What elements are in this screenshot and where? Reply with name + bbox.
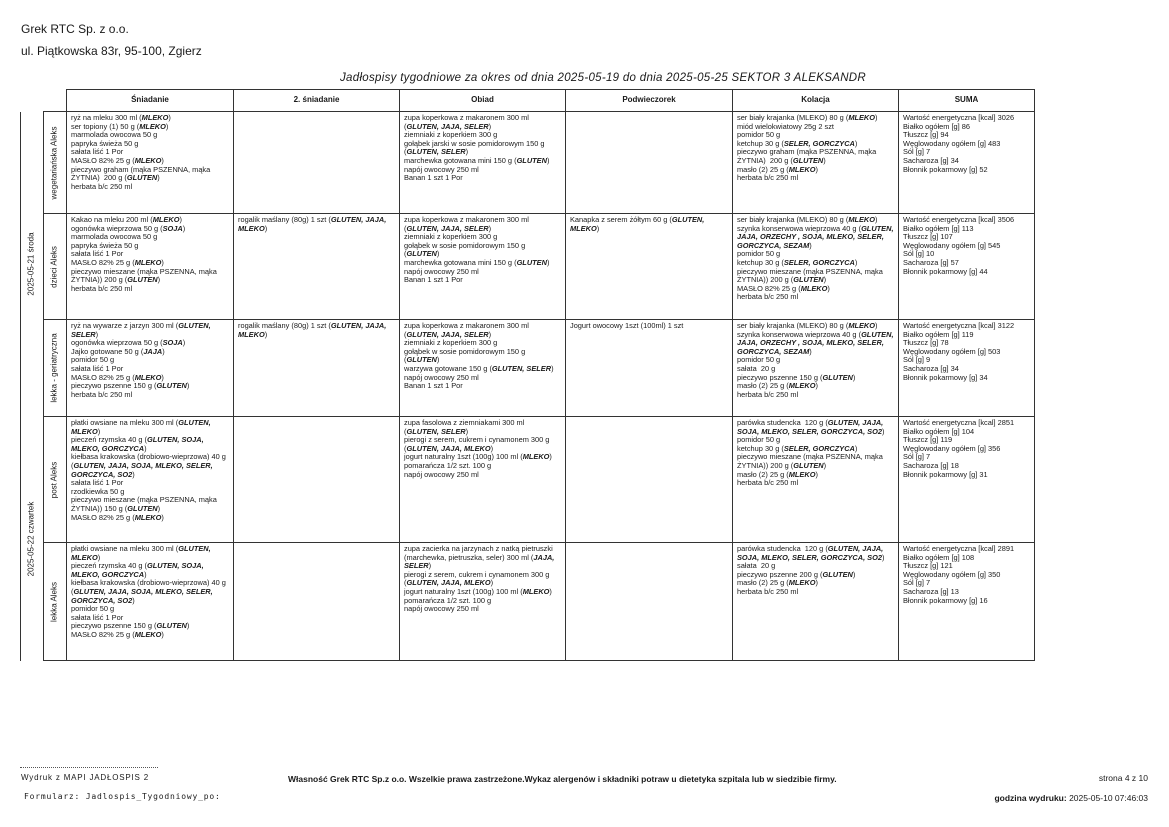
cell-text: ser biały krajanka (MLEKO) 80 g (MLEKO) [737, 321, 878, 330]
cell-text: Białko ogółem [g] 113 [903, 223, 974, 233]
cell-text: Wartość energetyczna [kcal] 3026 [903, 113, 1015, 122]
cell-text: sałata liść 1 Por [71, 147, 124, 157]
cell-text: MASŁO 82% 25 g (MLEKO) [71, 629, 164, 639]
cell-text: Sól [g] 9 [903, 355, 931, 365]
cell-text: Błonnik pokarmowy [g] 52 [903, 164, 988, 174]
header-row [21, 90, 1035, 112]
cell-text: Wartość energetyczna [kcal] 2891 [903, 544, 1015, 553]
cell-text: Wartość energetyczna [kcal] 3506 [903, 215, 1015, 224]
cell-text: pieczywo mieszane (mąka PSZENNA, mąka ŻYTNIA)) 200 g (GLUTEN) [71, 266, 219, 285]
cell-text: masło (2) 25 g (MLEKO) [737, 578, 818, 588]
cell-text: rzodkiewka 50 g [71, 486, 125, 496]
cell-text: napój owocowy 250 ml [404, 266, 479, 276]
cell-text: szynka konserwowa wieprzowa 40 g (GLUTEN, JAJA, ORZECHY , SOJA, MLEKO, SELER, GORCZYCA, SEZAM) [737, 223, 896, 250]
cell-text: pomidor 50 g [737, 130, 781, 140]
cell-text: Węglowodany ogółem [g] 356 [903, 443, 1001, 453]
footer-form: Formularz: Jadlospis_Tygodniowy_po: [24, 792, 221, 801]
cell-text: Węglowodany ogółem [g] 350 [903, 569, 1001, 579]
cell-text: Białko ogółem [g] 119 [903, 329, 974, 339]
cell-text: sałata liść 1 Por [71, 249, 124, 259]
cell-text: zupa fasolowa z ziemniakami 300 ml (GLUTEN, SELER) [404, 418, 527, 436]
cell-text: herbata b/c 250 ml [71, 181, 133, 191]
cell-text: papryka świeża 50 g [71, 138, 139, 148]
meal-cell [234, 543, 400, 661]
meal-cell [400, 320, 566, 417]
cell-text: Węglowodany ogółem [g] 503 [903, 346, 1001, 356]
footer-divider [20, 767, 158, 768]
cell-text: napój owocowy 250 ml [404, 469, 479, 479]
cell-text: ziemniaki z koperkiem 300 g [404, 130, 498, 140]
cell-text: Banan 1 szt 1 Por [404, 275, 463, 285]
cell-text: Kakao na mleku 200 ml (MLEKO) [71, 215, 182, 224]
cell-text: herbata b/c 250 ml [71, 283, 133, 293]
cell-text: Sól [g] 7 [903, 147, 931, 157]
cell-text: Sól [g] 7 [903, 578, 931, 588]
cell-text: jogurt naturalny 1szt (100g) 100 ml (MLEKO) [404, 586, 552, 596]
cell-text: Banan 1 szt 1 Por [404, 173, 463, 183]
print-time-label: godzina wydruku: [994, 793, 1067, 803]
cell-text: pieczywo pszenne 150 g (GLUTEN) [737, 372, 856, 382]
cell-text: MASŁO 82% 25 g (MLEKO) [71, 257, 164, 267]
cell-text: Tłuszcz [g] 94 [903, 130, 949, 140]
cell-text: ketchup 30 g (SELER, GORCZYCA) [737, 443, 858, 453]
cell-text: gołąbek w sosie pomidorowym 150 g (GLUTEN) [404, 346, 528, 365]
cell-text: marmolada owocowa 50 g [71, 232, 158, 242]
meal-cell [234, 417, 400, 543]
cell-text: pierogi z serem, cukrem i cynamonem 300 g (GLUTEN, JAJA, MLEKO) [404, 569, 552, 588]
meal-cell [234, 320, 400, 417]
cell-text: sałata liść 1 Por [71, 363, 124, 373]
cell-text: pieczywo mieszane (mąka PSZENNA, mąka ŻYTNIA)) 200 g (GLUTEN) [737, 452, 885, 470]
company-name: Grek RTC Sp. z o.o. [21, 22, 129, 36]
cell-text: Węglowodany ogółem [g] 545 [903, 240, 1001, 250]
table-row [21, 214, 1035, 320]
cell-text: pomarańcza 1/2 szt. 100 g [404, 595, 492, 605]
cell-text: ser biały krajanka (MLEKO) 80 g (MLEKO) [737, 215, 878, 224]
cell-text: sałata liść 1 Por [71, 478, 124, 488]
meal-cell [400, 543, 566, 661]
meal-cell [733, 214, 899, 320]
cell-text: Sacharoza [g] 34 [903, 155, 959, 165]
diet-cell [44, 320, 67, 417]
cell-text: Białko ogółem [g] 104 [903, 426, 975, 436]
cell-text: pieczywo mieszane (mąka PSZENNA, mąka ŻYTNIA)) 200 g (GLUTEN) [737, 266, 885, 285]
cell-text: pieczywo graham (mąka PSZENNA, mąka ŻYTNIA) 200 g (GLUTEN) [71, 164, 213, 183]
cell-text: Jogurt owocowy 1szt (100ml) 1 szt [570, 321, 684, 330]
table-row [21, 320, 1035, 417]
cell-text: Tłuszcz [g] 119 [903, 435, 953, 445]
cell-text: herbata b/c 250 ml [737, 292, 799, 302]
diet-name: lekka - geriatryczna [49, 333, 59, 403]
footer-source: Wydruk z MAPI JADŁOSPIS 2 [21, 773, 149, 782]
cell-text: pierogi z serem, cukrem i cynamonem 300 g (GLUTEN, JAJA, MLEKO) [404, 435, 552, 453]
cell-text: ryż na wywarze z jarzyn 300 ml (GLUTEN, SELER) [71, 321, 213, 339]
cell-text: rogalik maślany (80g) 1 szt (GLUTEN, JAJA, MLEKO) [238, 215, 389, 233]
cell-text: MASŁO 82% 25 g (MLEKO) [71, 155, 164, 165]
cell-text: herbata b/c 250 ml [737, 586, 799, 596]
cell-text: pomarańcza 1/2 szt. 100 g [404, 460, 492, 470]
cell-text: pieczywo mieszane (mąka PSZENNA, mąka ŻYTNIA)) 150 g (GLUTEN) [71, 495, 219, 513]
cell-text: Tłuszcz [g] 78 [903, 338, 949, 348]
cell-text: marmolada owocowa 50 g [71, 130, 158, 140]
diet-cell [44, 112, 67, 214]
cell-text: pieczywo graham (mąka PSZENNA, mąka ŻYTNIA) 200 g (GLUTEN) [737, 147, 879, 165]
col-header-second-breakfast: 2. śniadanie [234, 90, 400, 112]
cell-text: ser biały krajanka (MLEKO) 80 g (MLEKO) [737, 113, 878, 122]
meal-cell [67, 543, 234, 661]
cell-text: Sacharoza [g] 57 [903, 257, 959, 267]
company-address: ul. Piątkowska 83r, 95-100, Zgierz [21, 44, 202, 58]
cell-text: Sacharoza [g] 18 [903, 460, 959, 470]
table-row [21, 417, 1035, 543]
cell-text: herbata b/c 250 ml [737, 173, 799, 183]
cell-text: ser topiony (1) 50 g (MLEKO) [71, 121, 169, 131]
cell-text: MASŁO 82% 25 g (MLEKO) [737, 283, 830, 293]
print-time [994, 793, 1148, 803]
table-row [21, 543, 1035, 661]
sum-cell [899, 214, 1035, 320]
corner-blank [21, 90, 44, 112]
cell-text: płatki owsiane na mleku 300 ml (GLUTEN, MLEKO) [71, 544, 213, 562]
cell-text: papryka świeża 50 g [71, 240, 139, 250]
cell-text: Sacharoza [g] 34 [903, 363, 959, 373]
cell-text: ziemniaki z koperkiem 300 g [404, 338, 498, 348]
cell-text: pieczywo pszenne 150 g (GLUTEN) [71, 381, 190, 391]
cell-text: masło (2) 25 g (MLEKO) [737, 469, 818, 479]
col-header-afternoon-snack: Podwieczorek [566, 90, 733, 112]
cell-text: ketchup 30 g (SELER, GORCZYCA) [737, 257, 858, 267]
meal-cell [733, 417, 899, 543]
meal-cell [733, 112, 899, 214]
cell-text: herbata b/c 250 ml [737, 389, 799, 399]
day-date-cell [21, 417, 44, 661]
cell-text: gołąbek jarski w sosie pomidorowym 150 g (GLUTEN, SELER) [404, 138, 547, 157]
meal-cell [566, 417, 733, 543]
cell-text: gołąbek w sosie pomidorowym 150 g (GLUTEN) [404, 240, 528, 259]
document-title: Jadłospisy tygodniowe za okres od dnia 2025-05-19 do dnia 2025-05-25 SEKTOR 3 ALEKSANDR [340, 72, 867, 84]
cell-text: ryż na mleku 300 ml (MLEKO) [71, 113, 171, 122]
cell-text: napój owocowy 250 ml [404, 604, 479, 614]
cell-text: pieczywo pszenne 150 g (GLUTEN) [71, 621, 190, 631]
diet-name: wegetariańska Aleks [49, 126, 59, 199]
cell-text: ziemniaki z koperkiem 300 g [404, 232, 498, 242]
cell-text: Wartość energetyczna [kcal] 3122 [903, 321, 1015, 330]
table-row [21, 112, 1035, 214]
cell-text: Wartość energetyczna [kcal] 2851 [903, 418, 1015, 427]
print-time-value: 2025-05-10 07:46:03 [1069, 793, 1148, 803]
col-header-sum: SUMA [899, 90, 1035, 112]
cell-text: herbata b/c 250 ml [71, 389, 133, 399]
cell-text: ogonówka wieprzowa 50 g (SOJA) [71, 223, 186, 233]
day-date: 2025-05-21 środa [26, 232, 36, 296]
col-header-lunch: Obiad [400, 90, 566, 112]
cell-text: Sól [g] 10 [903, 249, 935, 259]
sum-cell [899, 417, 1035, 543]
cell-text: sałata 20 g [737, 363, 776, 373]
cell-text: miód wielokwiatowy 25g 2 szt [737, 121, 834, 131]
cell-text: zupa koperkowa z makaronem 300 ml (GLUTEN, JAJA, SELER) [404, 113, 531, 131]
cell-text: pomidor 50 g [71, 604, 115, 614]
cell-text: Sacharoza [g] 13 [903, 586, 959, 596]
cell-text: sałata 20 g [737, 561, 776, 571]
cell-text: Białko ogółem [g] 108 [903, 552, 975, 562]
cell-text: Banan 1 szt 1 Por [404, 381, 463, 391]
cell-text: Kanapka z serem żółtym 60 g (GLUTEN, MLEKO) [570, 215, 707, 233]
meal-cell [234, 112, 400, 214]
meal-cell [67, 214, 234, 320]
meal-cell [400, 214, 566, 320]
cell-text: Węglowodany ogółem [g] 483 [903, 138, 1001, 148]
cell-text: napój owocowy 250 ml [404, 372, 479, 382]
page-number: strona 4 z 10 [1098, 773, 1148, 783]
cell-text: jogurt naturalny 1szt (100g) 100 ml (MLEKO) [404, 452, 552, 462]
cell-text: sałata liść 1 Por [71, 612, 124, 622]
cell-text: masło (2) 25 g (MLEKO) [737, 164, 818, 174]
cell-text: parówka studencka 120 g (GLUTEN, JAJA, SOJA, MLEKO, SELER, GORCZYCA, SO2) [737, 418, 886, 436]
meal-cell [566, 214, 733, 320]
cell-text: kiełbasa krakowska (drobiowo-wieprzowa) 40 g (GLUTEN, JAJA, SOJA, MLEKO, SELER, GORCZYCA, SO2) [71, 452, 228, 479]
diet-cell [44, 214, 67, 320]
meal-cell [566, 543, 733, 661]
footer-copyright: Własność Grek RTC Sp.z o.o. Wszelkie prawa zastrzeżone.Wykaz alergenów i składniki potraw u dietetyka szpitala lub w siedzibie firmy. [288, 774, 837, 784]
cell-text: warzywa gotowane 150 g (GLUTEN, SELER) [404, 363, 554, 373]
cell-text: pieczywo pszenne 200 g (GLUTEN) [737, 569, 856, 579]
cell-text: marchewka gotowana mini 150 g (GLUTEN) [404, 155, 550, 165]
sum-cell [899, 320, 1035, 417]
sum-cell [899, 112, 1035, 214]
cell-text: Białko ogółem [g] 86 [903, 121, 970, 131]
cell-text: ketchup 30 g (SELER, GORCZYCA) [737, 138, 858, 148]
meal-cell [67, 320, 234, 417]
day-date: 2025-05-22 czwartek [26, 501, 36, 576]
diet-name: dzieci Aleks [49, 245, 59, 288]
cell-text: Błonnik pokarmowy [g] 34 [903, 372, 988, 382]
meal-cell [733, 320, 899, 417]
cell-text: Jajko gotowane 50 g (JAJA) [71, 346, 165, 356]
meal-cell [67, 112, 234, 214]
meal-cell [566, 320, 733, 417]
cell-text: pomidor 50 g [737, 435, 781, 445]
diet-cell [44, 543, 67, 661]
cell-text: MASŁO 82% 25 g (MLEKO) [71, 372, 164, 382]
meal-cell [566, 112, 733, 214]
cell-text: Błonnik pokarmowy [g] 44 [903, 266, 988, 276]
cell-text: kiełbasa krakowska (drobiowo-wieprzowa) 40 g (GLUTEN, JAJA, SOJA, MLEKO, SELER, GORCZYCA, SO2) [71, 578, 228, 605]
cell-text: pieczeń rzymska 40 g (GLUTEN, SOJA, MLEKO, GORCZYCA) [71, 435, 206, 453]
cell-text: pieczeń rzymska 40 g (GLUTEN, SOJA, MLEKO, GORCZYCA) [71, 561, 206, 579]
cell-text: Błonnik pokarmowy [g] 16 [903, 595, 988, 605]
cell-text: Tłuszcz [g] 121 [903, 561, 953, 571]
sum-cell [899, 543, 1035, 661]
meal-cell [234, 214, 400, 320]
cell-text: płatki owsiane na mleku 300 ml (GLUTEN, MLEKO) [71, 418, 213, 436]
cell-text: pomidor 50 g [71, 355, 115, 365]
cell-text: Sól [g] 7 [903, 452, 931, 462]
meal-cell [733, 543, 899, 661]
cell-text: herbata b/c 250 ml [737, 478, 799, 488]
cell-text: marchewka gotowana mini 150 g (GLUTEN) [404, 257, 550, 267]
cell-text: rogalik maślany (80g) 1 szt (GLUTEN, JAJA, MLEKO) [238, 321, 389, 339]
cell-text: masło (2) 25 g (MLEKO) [737, 381, 818, 391]
cell-text: ogonówka wieprzowa 50 g (SOJA) [71, 338, 186, 348]
diet-name: post Aleks [49, 461, 59, 498]
col-header-dinner: Kolacja [733, 90, 899, 112]
corner-blank [44, 90, 67, 112]
day-date-cell [21, 112, 44, 417]
cell-text: Tłuszcz [g] 107 [903, 232, 953, 242]
meal-cell [400, 417, 566, 543]
menu-table [20, 89, 1035, 661]
cell-text: zupa zacierka na jarzynach z natką pietruszki (marchewka, pietruszka, seler) 300 ml (JAJA, SELER) [404, 544, 557, 571]
meal-cell [400, 112, 566, 214]
cell-text: MASŁO 82% 25 g (MLEKO) [71, 512, 164, 522]
cell-text: zupa koperkowa z makaronem 300 ml (GLUTEN, JAJA, SELER) [404, 215, 531, 233]
cell-text: Błonnik pokarmowy [g] 31 [903, 469, 988, 479]
diet-name: lekka Aleks [49, 581, 59, 622]
cell-text: zupa koperkowa z makaronem 300 ml (GLUTEN, JAJA, SELER) [404, 321, 531, 339]
cell-text: pomidor 50 g [737, 249, 781, 259]
meal-cell [67, 417, 234, 543]
cell-text: parówka studencka 120 g (GLUTEN, JAJA, SOJA, MLEKO, SELER, GORCZYCA, SO2) [737, 544, 886, 562]
cell-text: napój owocowy 250 ml [404, 164, 479, 174]
col-header-breakfast: Śniadanie [67, 90, 234, 112]
cell-text: szynka konserwowa wieprzowa 40 g (GLUTEN, JAJA, ORZECHY , SOJA, MLEKO, SELER, GORCZYCA, SEZAM) [737, 329, 896, 356]
cell-text: pomidor 50 g [737, 355, 781, 365]
diet-cell [44, 417, 67, 543]
